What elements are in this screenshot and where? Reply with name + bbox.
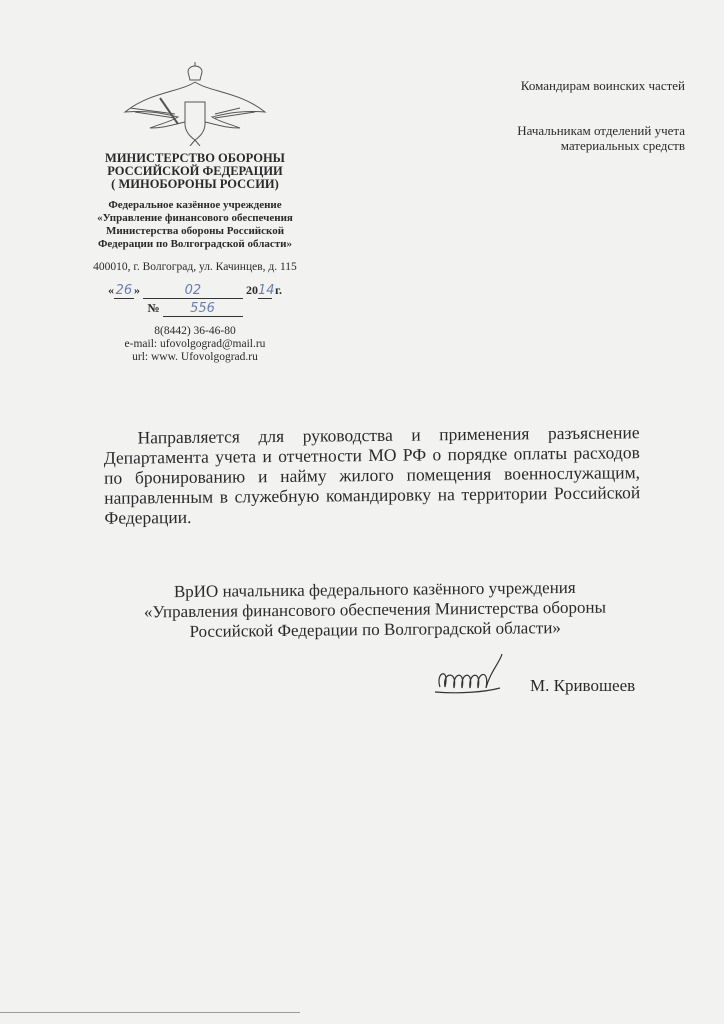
institution-line: Федеральное казённое учреждение (108, 199, 282, 211)
signer-name: М. Кривошеев (530, 676, 636, 695)
recipient: Начальникам отделений учета материальных средств (517, 123, 685, 153)
phone: 8(8442) 36-46-80 (154, 325, 236, 337)
letterhead (70, 62, 320, 364)
body-text: Направляется для руководства и применения разъяснение Департамента учета и отчетности МО РФ о порядке оплаты расходов по бронированию и найму жилого помещения военнослужащим, направленным в служебную командировку на территории Российской Федерации. (103, 422, 641, 528)
number-label: № (147, 301, 160, 315)
position-line: «Управления финансового обеспечения Министерства обороны (143, 597, 607, 622)
ministry-name: МИНИСТЕРСТВО ОБОРОНЫ (105, 151, 285, 165)
scan-edge-line (0, 1012, 300, 1013)
institution-line: Министерства обороны Российской (105, 225, 285, 237)
date-suffix: г. (274, 283, 283, 297)
institution-line: «Управление финансового обеспечения (97, 212, 293, 224)
ministry-name: РОССИЙСКОЙ ФЕДЕРАЦИИ (107, 164, 283, 178)
email: e-mail: ufovolgograd@mail.ru (124, 338, 266, 350)
address: 400010, г. Волгоград, ул. Качинцев, д. 115 (93, 261, 297, 273)
position-line: ВрИО начальника федерального казённого учреждения (173, 577, 576, 602)
date-year-prefix: 20 (245, 283, 258, 297)
url: url: www. Ufovolgograd.ru (132, 351, 258, 363)
ministry-short-name: ( МИНОБОРОНЫ РОССИИ) (111, 177, 279, 191)
signature-position (140, 578, 611, 643)
eagle-emblem-icon (120, 62, 270, 146)
date-line: « 26 » 02 2014 г. (107, 283, 283, 298)
institution-line: Федерации по Волгоградской области» (97, 238, 293, 250)
recipients (455, 78, 685, 183)
document-number: 556 (163, 301, 243, 317)
recipient: Командирам воинских частей (520, 78, 685, 93)
number-line (70, 301, 320, 317)
date-year: 14 (257, 283, 275, 298)
date-day: 26 (115, 283, 133, 298)
date-month: 02 (143, 283, 243, 299)
position-line: Российской Федерации по Волгоградской области» (189, 618, 561, 641)
handwritten-signature (430, 652, 510, 702)
